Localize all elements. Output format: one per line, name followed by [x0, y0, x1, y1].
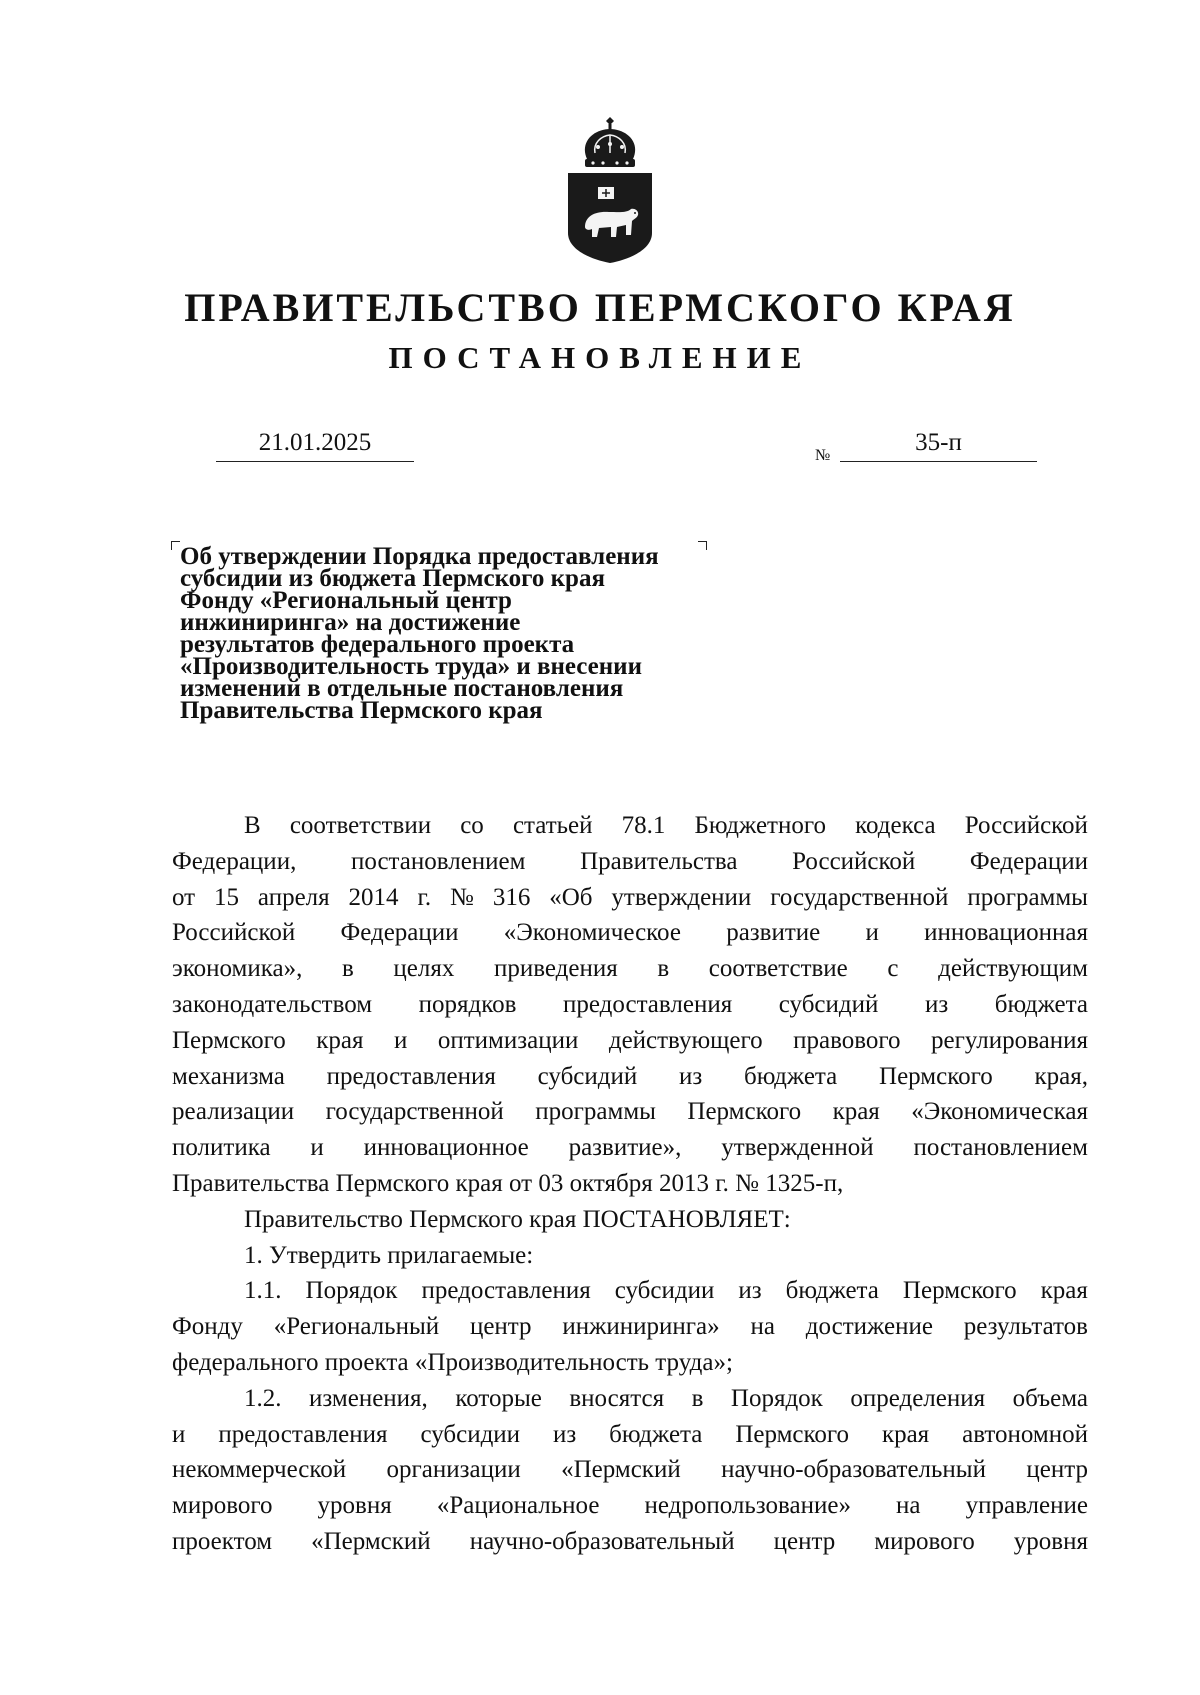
word: статьей: [512, 812, 593, 839]
word: правового: [793, 1026, 901, 1054]
text-line: [172, 915, 1088, 951]
word: края: [316, 1026, 364, 1054]
word: некоммерческой: [172, 1456, 347, 1484]
word: «Региональный: [273, 1313, 440, 1341]
text-line: [172, 1023, 1088, 1059]
document-subject: [180, 543, 740, 724]
word: бюджета: [744, 1062, 838, 1090]
subject-line: Фонду «Региональный центр: [180, 587, 512, 614]
word: результатов: [963, 1313, 1088, 1341]
word: Фонду: [172, 1313, 243, 1341]
text-line: [172, 1381, 1088, 1417]
word: изменения,: [309, 1384, 428, 1412]
document-number: 35-п: [840, 429, 1037, 462]
word: которые: [455, 1384, 542, 1412]
word: реализации: [172, 1098, 295, 1126]
word: предоставления: [218, 1420, 388, 1448]
word: бюджета: [785, 1277, 879, 1305]
word: мирового: [874, 1527, 975, 1555]
word: Российской: [172, 919, 296, 947]
word: центр: [1026, 1456, 1088, 1484]
word: «Рациональное: [436, 1492, 600, 1520]
word: Бюджетного: [694, 812, 826, 839]
word: программы: [535, 1098, 656, 1126]
word: в: [657, 955, 670, 983]
text-line: [172, 1488, 1088, 1524]
word: механизма: [172, 1062, 285, 1090]
item-1-1: [172, 1273, 1088, 1345]
word: края,: [1034, 1062, 1088, 1090]
subject-line: изменений в отдельные постановления: [180, 675, 624, 702]
word: на: [750, 1313, 775, 1341]
word: субсидий: [778, 990, 879, 1018]
word: оптимизации: [437, 1026, 579, 1054]
preamble-paragraph: [172, 808, 1088, 1166]
word: кодекса: [855, 812, 936, 839]
word: действующего: [608, 1026, 763, 1054]
word: объема: [1012, 1384, 1088, 1412]
word: постановлением: [913, 1134, 1088, 1162]
word: В: [244, 812, 261, 839]
word: с: [887, 955, 899, 983]
word: апреля: [257, 883, 330, 911]
text-line: [172, 1309, 1088, 1345]
word: политика: [172, 1134, 271, 1162]
word: экономика»,: [172, 955, 303, 983]
word: Федерации,: [172, 847, 297, 875]
word: на: [896, 1492, 921, 1520]
word: мирового: [172, 1492, 273, 1520]
subject-line: «Производительность труда» и внесении: [180, 653, 642, 680]
word: Федерации: [969, 847, 1088, 875]
word: Пермского: [879, 1062, 993, 1090]
word: бюджета: [994, 990, 1088, 1018]
word: и: [310, 1134, 324, 1162]
word: из: [738, 1277, 762, 1305]
word: уровня: [1013, 1527, 1088, 1555]
word: управление: [965, 1492, 1088, 1520]
text-line: [172, 1130, 1088, 1166]
word: научно-образовательный: [469, 1527, 735, 1555]
word: соответствии: [289, 812, 432, 839]
word: вносятся: [569, 1384, 665, 1412]
word: порядков: [418, 990, 517, 1018]
perm-krai-coat-of-arms-icon: [565, 115, 655, 265]
text-line: [172, 1094, 1088, 1130]
text-line: [172, 951, 1088, 987]
word: Порядок: [730, 1384, 823, 1412]
word: предоставления: [421, 1277, 591, 1305]
word: приведения: [493, 955, 618, 983]
word: развитие: [726, 919, 821, 947]
text-line: Правительства Пермского края от 03 октября 2013 г. № 1325-п,: [172, 1169, 844, 1197]
word: 15: [214, 883, 240, 911]
text-line: [172, 844, 1088, 880]
word: предоставления: [562, 990, 733, 1018]
word: организации: [386, 1456, 521, 1484]
word: из: [552, 1420, 577, 1448]
word: Федерации: [340, 919, 459, 947]
word: инжиниринга»: [562, 1313, 720, 1341]
word: регулирования: [931, 1026, 1088, 1054]
word: 78.1: [621, 812, 666, 839]
word: соответствие: [708, 955, 848, 983]
word: инновационная: [924, 919, 1088, 947]
word: научно-образовательный: [721, 1456, 986, 1484]
word: Порядок: [305, 1277, 398, 1305]
word: в: [691, 1384, 704, 1412]
word: г.: [417, 883, 432, 911]
word: 1.2.: [244, 1384, 282, 1412]
document-type: ПОСТАНОВЛЕНИЕ: [388, 340, 812, 375]
word: из: [679, 1062, 703, 1090]
word: в: [341, 955, 354, 983]
word: определения: [850, 1384, 986, 1412]
text-line: [172, 987, 1088, 1023]
word: проектом: [172, 1527, 273, 1555]
word: Пермского: [735, 1420, 850, 1448]
word: уровня: [317, 1492, 392, 1520]
word: центр: [469, 1313, 532, 1341]
word: края: [832, 1098, 880, 1126]
word: «Экономическое: [503, 919, 681, 947]
word: и: [172, 1420, 186, 1448]
word: со: [460, 812, 484, 839]
word: развитие»,: [568, 1134, 682, 1162]
word: «Об: [549, 883, 593, 911]
word: края: [881, 1420, 930, 1448]
word: №: [450, 883, 474, 911]
text-line: федерального проекта «Производительность труда»;: [172, 1348, 733, 1376]
word: автономной: [962, 1420, 1088, 1448]
text-line: [172, 880, 1088, 916]
word: программы: [967, 883, 1088, 911]
word: инновационное: [363, 1134, 529, 1162]
item-1-2: [172, 1381, 1088, 1560]
text-line: [172, 1452, 1088, 1488]
subject-line: Правительства Пермского края: [180, 697, 543, 724]
word: недропользование»: [644, 1492, 851, 1520]
word: бюджета: [609, 1420, 703, 1448]
word: Российской: [792, 847, 916, 875]
word: Правительства: [580, 847, 738, 875]
word: от: [172, 883, 196, 911]
word: законодательством: [172, 990, 373, 1018]
word: «Пермский: [311, 1527, 431, 1555]
item-1: 1. Утвердить прилагаемые:: [244, 1241, 534, 1269]
word: края: [1040, 1277, 1088, 1305]
word: субсидии: [614, 1277, 715, 1305]
text-line: [172, 1273, 1088, 1309]
subject-line: результатов федерального проекта: [180, 631, 575, 658]
word: «Экономическая: [911, 1098, 1088, 1126]
word: предоставления: [326, 1062, 496, 1090]
government-title: ПРАВИТЕЛЬСТВО ПЕРМСКОГО КРАЯ: [184, 285, 1016, 330]
word: и: [393, 1026, 408, 1054]
word: целях: [393, 955, 455, 983]
text-line: [172, 1417, 1088, 1453]
word: «Пермский: [561, 1456, 681, 1484]
word: утвержденной: [721, 1134, 874, 1162]
word: и: [865, 919, 879, 947]
subject-line: Об утверждении Порядка предоставления: [180, 543, 659, 570]
word: 1.1.: [244, 1277, 282, 1305]
document-body: [172, 808, 1088, 1560]
document-date: 21.01.2025: [216, 429, 414, 462]
word: центр: [773, 1527, 836, 1555]
text-line: [172, 808, 1088, 844]
word: утверждении: [611, 883, 752, 911]
word: Пермского: [902, 1277, 1017, 1305]
word: субсидий: [537, 1062, 638, 1090]
subject-line: субсидии из бюджета Пермского края: [180, 565, 605, 592]
word: 2014: [348, 883, 399, 911]
subject-line: инжиниринга» на достижение: [180, 609, 521, 636]
resolution-line: Правительство Пермского края ПОСТАНОВЛЯЕТ:: [244, 1205, 791, 1233]
word: государственной: [325, 1098, 504, 1126]
word: государственной: [770, 883, 949, 911]
subject-corner-left: [171, 541, 180, 550]
number-sign: №: [815, 447, 831, 464]
word: постановлением: [350, 847, 526, 875]
word: 316: [492, 883, 531, 911]
word: из: [924, 990, 949, 1018]
word: субсидии: [420, 1420, 521, 1448]
word: действующим: [938, 955, 1088, 983]
word: Пермского: [172, 1026, 286, 1054]
text-line: [172, 1059, 1088, 1095]
word: Пермского: [687, 1098, 802, 1126]
text-line: [172, 1524, 1088, 1560]
word: Российской: [964, 812, 1088, 839]
word: достижение: [805, 1313, 933, 1341]
